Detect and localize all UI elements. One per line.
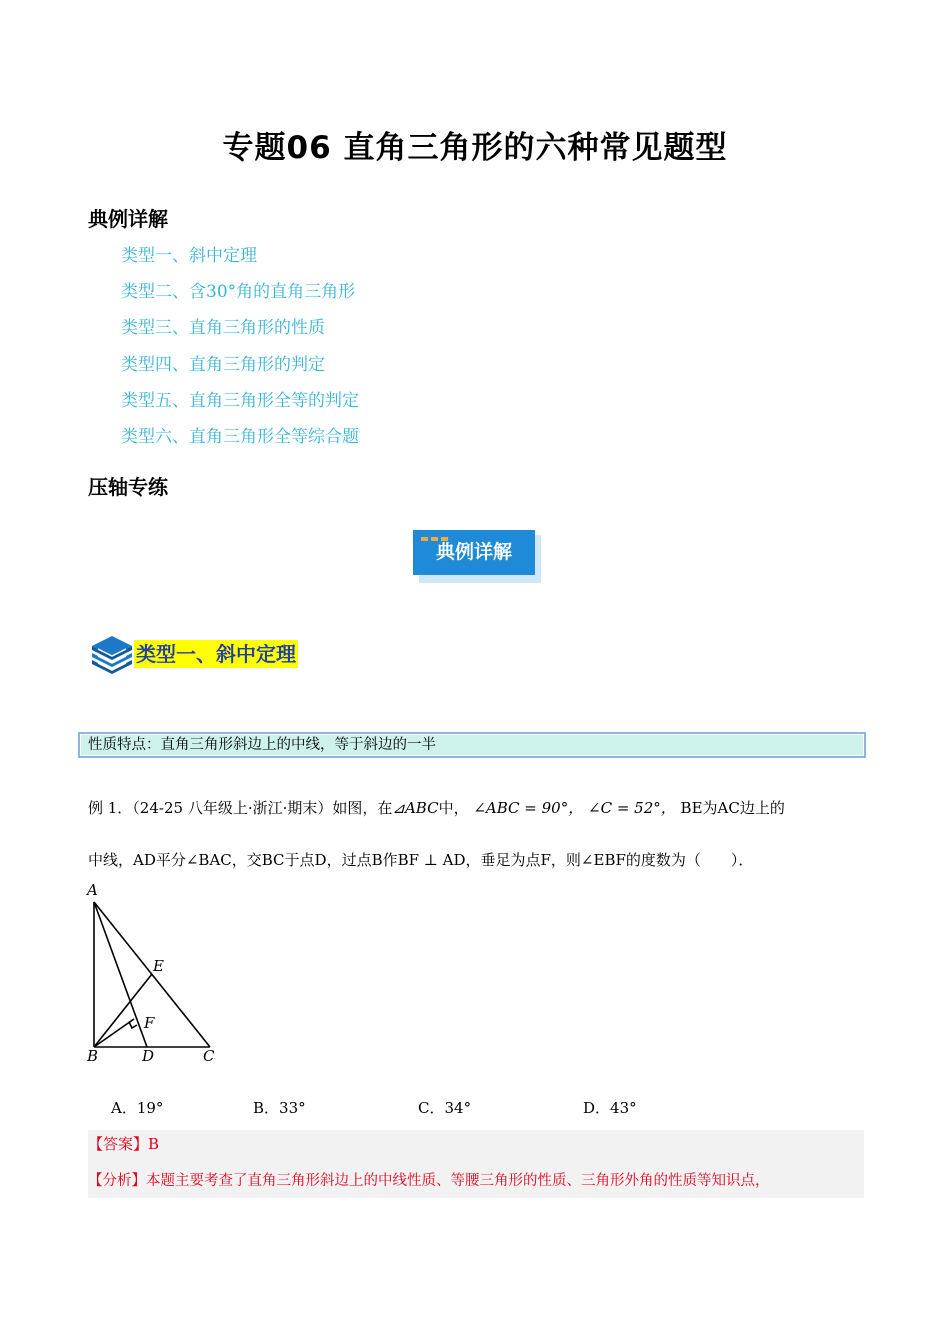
triangle-symbol: ⊿ABC xyxy=(392,799,439,817)
section-title: 类型一、斜中定理 xyxy=(136,642,296,666)
books-icon xyxy=(90,632,134,674)
example-line-1 xyxy=(88,797,785,818)
example-text: 中， xyxy=(438,799,469,817)
analysis-text: 【分析】本题主要考查了直角三角形斜边上的中线性质、等腰三角形的性质、三角形外角的性质等知识点， xyxy=(88,1173,770,1189)
label-d: D xyxy=(142,1047,155,1065)
segment-bf xyxy=(94,1019,134,1047)
label-a: A xyxy=(87,881,98,899)
toc-item-type5[interactable]: 类型五、直角三角形全等的判定 xyxy=(121,391,359,411)
toc-heading: 典例详解 xyxy=(88,207,168,231)
label-f: F xyxy=(144,1014,155,1032)
triangle-figure xyxy=(84,880,224,1065)
toc-item-type6[interactable]: 类型六、直角三角形全等综合题 xyxy=(121,427,359,447)
section-badge xyxy=(413,527,541,583)
toc-item-type3[interactable]: 类型三、直角三角形的性质 xyxy=(121,318,325,338)
option-a[interactable]: A．19° xyxy=(111,1099,164,1117)
answer-text: 【答案】B xyxy=(88,1135,160,1153)
toc-item-type4[interactable]: 类型四、直角三角形的判定 xyxy=(121,355,325,375)
angle-c: ∠C = 52°， xyxy=(588,799,676,817)
angle-abc: ∠ABC = 90°， xyxy=(473,799,584,817)
option-d[interactable]: D．43° xyxy=(583,1099,637,1117)
badge-dots xyxy=(421,526,461,532)
toc-heading-practice: 压轴专练 xyxy=(88,475,168,499)
property-box: 性质特点：直角三角形斜边上的中线，等于斜边的一半 xyxy=(78,732,866,758)
toc-item-type2[interactable]: 类型二、含30°角的直角三角形 xyxy=(121,282,356,302)
right-angle-mark xyxy=(129,1022,137,1028)
label-b: B xyxy=(87,1047,99,1065)
label-c: C xyxy=(203,1047,215,1065)
example-text-end: BE为AC边上的 xyxy=(680,799,785,817)
toc-item-type1[interactable]: 类型一、斜中定理 xyxy=(121,246,257,266)
option-b[interactable]: B．33° xyxy=(253,1099,306,1117)
example-line-2: 中线，AD平分∠BAC，交BC于点D，过点B作BF ⊥ AD，垂足为点F，则∠EBF的度数为（ ）． xyxy=(88,851,754,869)
badge-label: 典例详解 xyxy=(413,530,535,575)
segment-ad xyxy=(94,902,147,1047)
option-c[interactable]: C．34° xyxy=(418,1099,472,1117)
page-title: 专题06 直角三角形的六种常见题型 xyxy=(222,130,728,166)
example-source: 例 1．（24-25 八年级上·浙江·期末）如图，在 xyxy=(88,799,393,817)
label-e: E xyxy=(153,957,164,975)
